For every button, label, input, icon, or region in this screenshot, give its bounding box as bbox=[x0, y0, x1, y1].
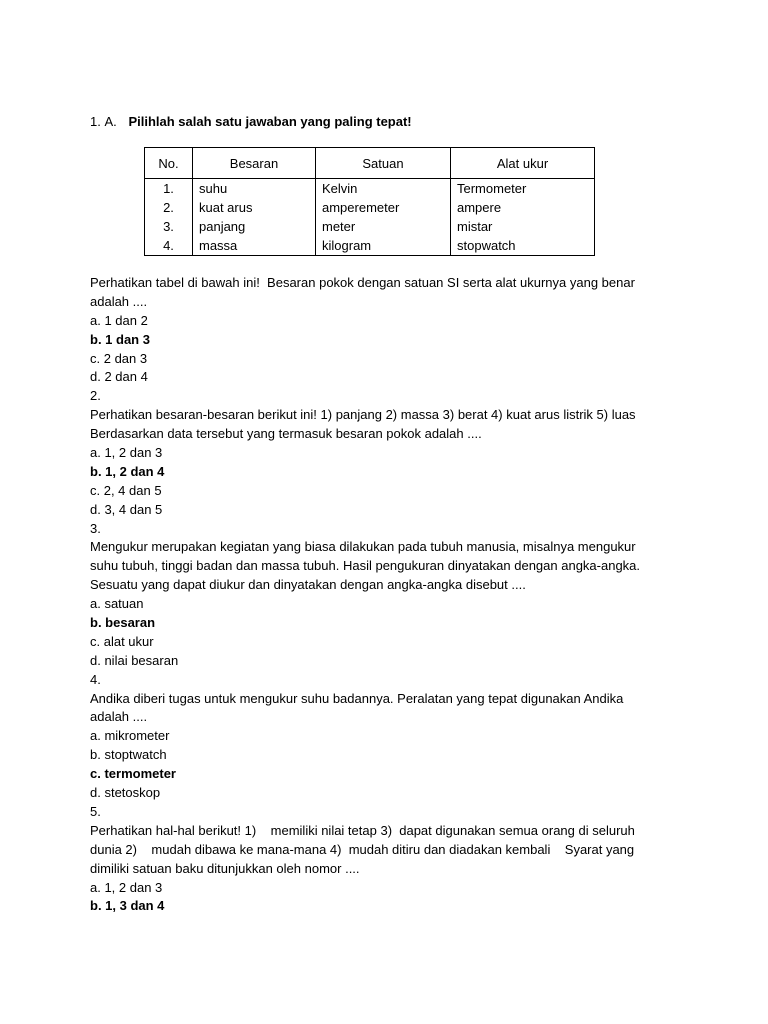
answer-option: c. 2 dan 3 bbox=[90, 350, 148, 366]
table-cell: panjang bbox=[199, 219, 246, 234]
answer-option: a. 1 dan 2 bbox=[90, 312, 148, 328]
table-cell: stopwatch bbox=[457, 238, 516, 253]
answer-option: c. alat ukur bbox=[90, 633, 154, 649]
table-cell: ampere bbox=[457, 200, 502, 215]
table-body-row bbox=[145, 179, 595, 256]
table-col-besaran bbox=[193, 179, 316, 256]
table-col-satuan bbox=[316, 179, 451, 256]
answer-option: b. stoptwatch bbox=[90, 747, 167, 763]
table-header-satuan: Satuan bbox=[316, 148, 451, 179]
question-number: 4. bbox=[90, 671, 101, 687]
answer-option: a. mikrometer bbox=[90, 728, 170, 744]
section-heading bbox=[90, 94, 412, 129]
table-cell: kilogram bbox=[322, 238, 372, 253]
question-text-line: Sesuatu yang dapat diukur dan dinyatakan dengan angka-angka disebut .... bbox=[90, 577, 526, 593]
question-number: 2. bbox=[90, 388, 101, 404]
answer-option: a. 1, 2 dan 3 bbox=[90, 445, 163, 461]
table-header-no: No. bbox=[145, 148, 193, 179]
section-letter: A. bbox=[104, 113, 117, 129]
table-header-alat-ukur: Alat ukur bbox=[451, 148, 595, 179]
table-cell: massa bbox=[199, 238, 238, 253]
table-cell: kuat arus bbox=[199, 200, 253, 215]
table-cell: 1. bbox=[163, 181, 174, 196]
table-col-no bbox=[145, 179, 193, 256]
quantities-table bbox=[144, 147, 595, 256]
question-text-line: Mengukur merupakan kegiatan yang biasa dilakukan pada tubuh manusia, misalnya mengukur bbox=[90, 539, 636, 555]
table-cell: 3. bbox=[163, 219, 174, 234]
answer-option-correct: b. 1 dan 3 bbox=[90, 331, 150, 347]
table-cell: suhu bbox=[199, 181, 228, 196]
table-cell: meter bbox=[322, 219, 356, 234]
question-text-line: Berdasarkan data tersebut yang termasuk besaran pokok adalah .... bbox=[90, 426, 482, 442]
table-cell: 4. bbox=[163, 238, 174, 253]
question-text-line: Perhatikan hal-hal berikut! 1) memiliki nilai tetap 3) dapat digunakan semua orang di seluruh bbox=[90, 822, 635, 838]
table-header-row bbox=[145, 148, 595, 179]
question-text-line: suhu tubuh, tinggi badan dan massa tubuh. Hasil pengukuran dinyatakan dengan angka-angka. bbox=[90, 558, 641, 574]
answer-option: a. satuan bbox=[90, 596, 144, 612]
section-title: Pilihlah salah satu jawaban yang paling tepat! bbox=[128, 113, 412, 129]
question-text-line: adalah .... bbox=[90, 709, 148, 725]
question-1-number: 1. bbox=[90, 114, 101, 129]
table-header-besaran: Besaran bbox=[193, 148, 316, 179]
answer-option: a. 1, 2 dan 3 bbox=[90, 879, 163, 895]
answer-option-correct: b. besaran bbox=[90, 615, 156, 631]
table-cell: 2. bbox=[163, 200, 174, 215]
answer-option-correct: c. termometer bbox=[90, 766, 176, 782]
answer-option: d. nilai besaran bbox=[90, 652, 179, 668]
question-text-line: adalah .... bbox=[90, 293, 148, 309]
question-1 bbox=[90, 274, 690, 916]
table-cell: Termometer bbox=[457, 181, 527, 196]
table-cell: amperemeter bbox=[322, 200, 400, 215]
table-cell: mistar bbox=[457, 219, 493, 234]
question-text-line: Perhatikan besaran-besaran berikut ini! 1) panjang 2) massa 3) berat 4) kuat arus listrik 5) luas bbox=[90, 407, 636, 423]
answer-option: d. 2 dan 4 bbox=[90, 369, 148, 385]
question-text-line: Perhatikan tabel di bawah ini! Besaran pokok dengan satuan SI serta alat ukurnya yang benar bbox=[90, 275, 635, 290]
answer-option-correct: b. 1, 2 dan 4 bbox=[90, 463, 165, 479]
answer-option: d. stetoskop bbox=[90, 785, 161, 801]
question-text-line: Andika diberi tugas untuk mengukur suhu badannya. Peralatan yang tepat digunakan Andika bbox=[90, 690, 624, 706]
table-col-alat-ukur bbox=[451, 179, 595, 256]
question-number: 5. bbox=[90, 803, 101, 819]
question-text-line: dimiliki satuan baku ditunjukkan oleh nomor .... bbox=[90, 860, 360, 876]
table-cell: Kelvin bbox=[322, 181, 358, 196]
question-number: 3. bbox=[90, 520, 101, 536]
answer-option: d. 3, 4 dan 5 bbox=[90, 501, 163, 517]
answer-option: c. 2, 4 dan 5 bbox=[90, 482, 162, 498]
question-text-line: dunia 2) mudah dibawa ke mana-mana 4) mudah ditiru dan diadakan kembali Syarat yang bbox=[90, 841, 635, 857]
answer-option-correct: b. 1, 3 dan 4 bbox=[90, 898, 165, 914]
